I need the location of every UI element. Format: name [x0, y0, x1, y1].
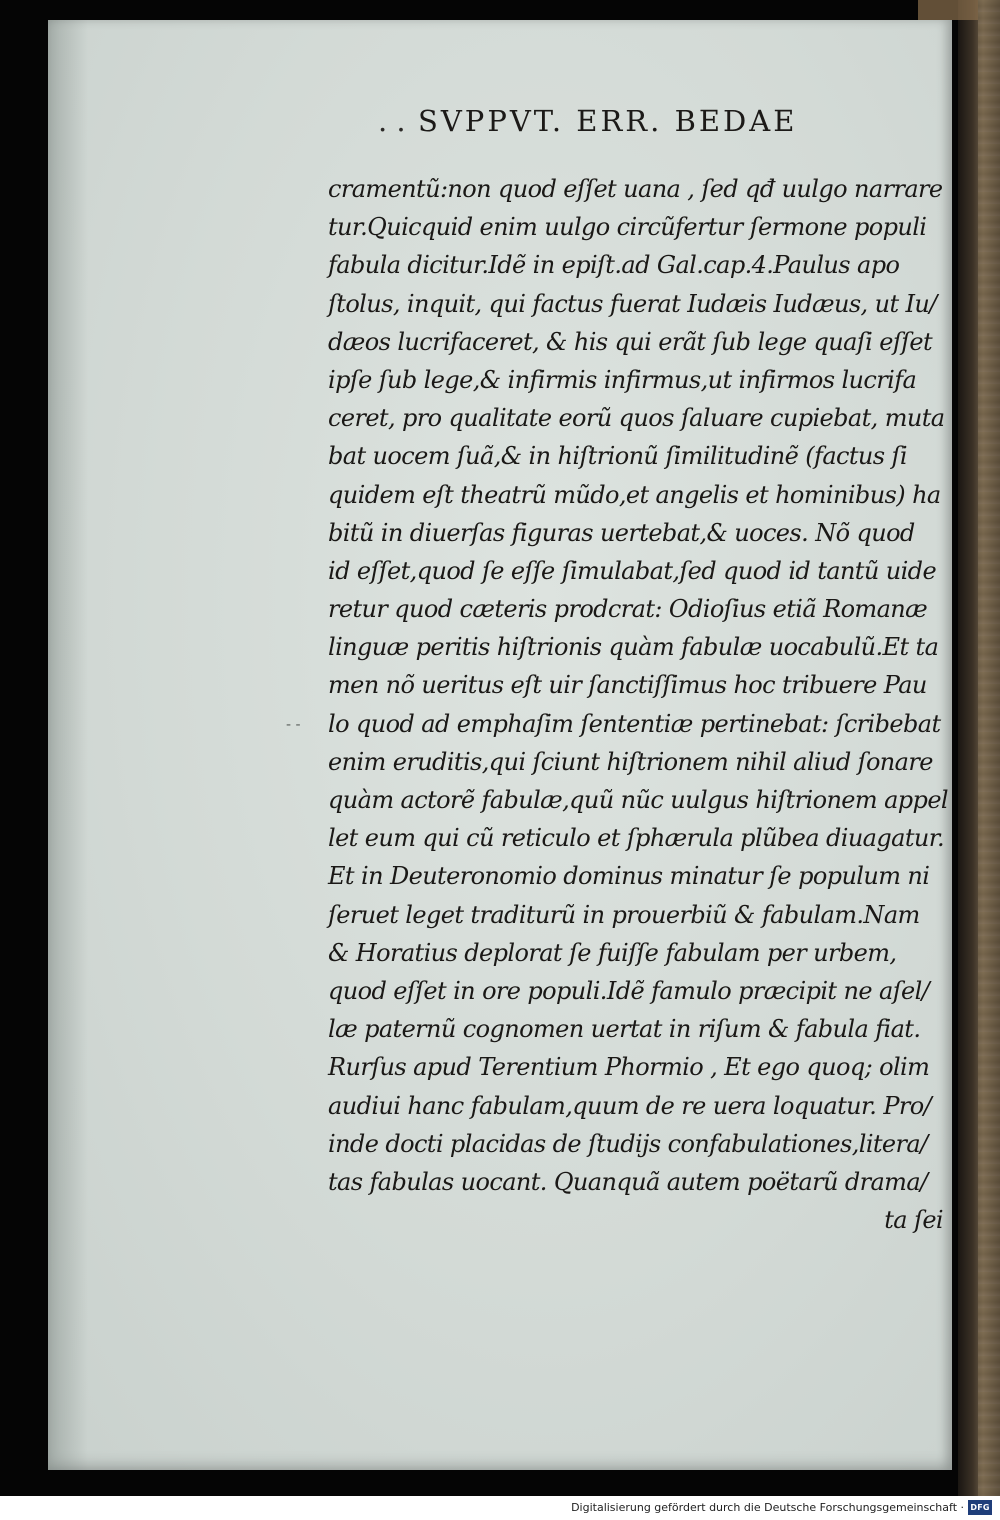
text-line: tur.Quicquid enim uulgo circũfertur ſermone populi: [328, 213, 927, 242]
text-line: ipſe ſub lege,& infirmis infirmus,ut infirmos lucrifa: [328, 365, 917, 394]
text-line: bat uocem ſuã,& in hiſtrionũ ſimilitudinẽ (factus ſi: [328, 442, 907, 471]
text-line: let eum qui cũ reticulo et ſphærula plũbea diuagatur.: [328, 824, 945, 853]
page-edge-tab: [918, 0, 978, 20]
running-head-ornament: . .: [378, 104, 406, 138]
text-line: quod eſſet in ore populi.Idẽ famulo præcipit ne aſel/: [328, 976, 930, 1005]
funding-notice: Digitalisierung gefördert durch die Deutsche Forschungsgemeinschaft ·: [571, 1501, 964, 1514]
text-line: linguæ peritis hiſtrionis quàm fabulæ uocabulũ.Et ta: [328, 633, 939, 662]
dfg-logo-icon: DFG: [968, 1500, 992, 1515]
gutter-shadow: [48, 20, 88, 1470]
text-line: & Horatius deplorat ſe fuiſſe fabulam per urbem,: [328, 938, 897, 967]
text-line: læ paternũ cognomen uertat in riſum & fabula fiat.: [328, 1015, 921, 1044]
text-line: retur quod cæteris prodcrat: Odioſius etiã Romanæ: [328, 595, 928, 624]
text-line: men nõ ueritus eſt uir ſanctiſſimus hoc tribuere Pau: [328, 671, 927, 700]
text-line: ſeruet leget traditurũ in prouerbiũ & fabulam.Nam: [328, 900, 920, 929]
text-line: fabula dicitur.Idẽ in epiſt.ad Gal.cap.4.Paulus apo: [328, 251, 900, 280]
text-line: cramentũ:non quod eſſet uana , ſed qđ uulgo narrare: [328, 175, 943, 203]
text-line: quidem eſt theatrũ mũdo,et angelis et hominibus) ha: [328, 480, 941, 509]
text-line: tas fabulas uocant. Quanquã autem poëtarũ drama/: [328, 1167, 928, 1196]
book-page: [48, 20, 952, 1470]
running-head: SVPPVT. ERR. BEDAE: [418, 104, 798, 138]
text-line: inde docti placidas de ſtudijs confabulationes,litera/: [328, 1129, 928, 1158]
text-line: ceret, pro qualitate eorũ quos ſaluare cupiebat, muta: [328, 404, 945, 433]
footer-bar: [0, 1496, 1000, 1520]
text-line: Et in Deuteronomio dominus minatur ſe populum ni: [328, 862, 930, 891]
text-line: audiui hanc fabulam,quum de re uera loquatur. Pro/: [328, 1091, 932, 1120]
text-line: dæos lucrifaceret, & his qui erãt ſub lege quaſi eſſet: [328, 327, 933, 356]
text-line: Rurſus apud Terentium Phormio , Et ego quoq; olim: [328, 1053, 930, 1082]
margin-mark: - -: [286, 717, 301, 733]
text-line: ſtolus, inquit, qui factus fuerat Iudæis Iudæus, ut Iu/: [328, 289, 937, 318]
text-line: enim eruditis,qui ſciunt hiſtrionem nihil aliud ſonare: [328, 747, 933, 776]
text-line: bitũ in diuerſas figuras uertebat,& uoces. Nõ quod: [328, 518, 915, 547]
text-line: id eſſet,quod ſe eſſe ſimulabat,ſed quod id tantũ uide: [328, 556, 937, 585]
body-text: [328, 170, 948, 1239]
binding-edge-strip: [978, 0, 1000, 1496]
text-line: quàm actorẽ fabulæ,quũ nũc uulgus hiſtrionem appel: [328, 786, 949, 814]
text-line: lo quod ad emphaſim ſententiæ pertinebat: ſcribebat: [328, 709, 941, 738]
catchword: ta ſei: [884, 1206, 943, 1235]
